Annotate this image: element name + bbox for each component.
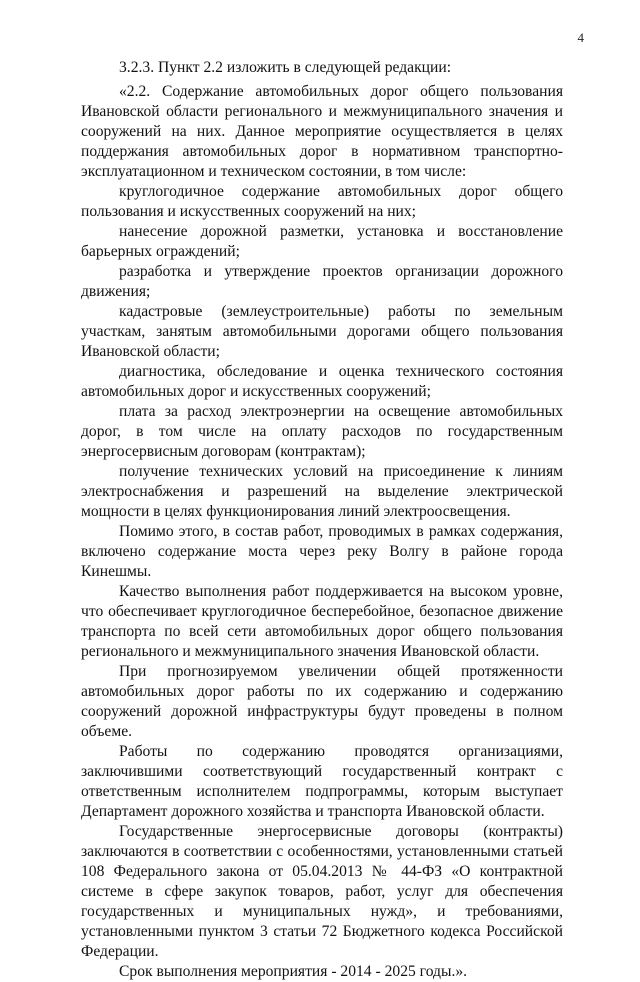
paragraph-list-item-markings: нанесение дорожной разметки, установка и восстановление барьерных ограждений; bbox=[81, 223, 563, 260]
paragraph-list-item-diagnostics: диагностика, обследование и оценка технического состояния автомобильных дорог и искусственных сооружений; bbox=[81, 363, 563, 400]
paragraph-list-item-technical-conditions: получение технических условий на присоединение к линиям электроснабжения и разрешений на выделение электрической мощности в целях функционирования линий электроосвещения. bbox=[81, 463, 563, 520]
paragraph-quality: Качество выполнения работ поддерживается на высоком уровне, что обеспечивает круглогодичное бесперебойное, безопасное движение транспорта по всей сети автомобильных дорог общего пользования регионального и межмуниципального значения Ивановской области. bbox=[81, 583, 563, 660]
paragraph-list-item-maintenance: круглогодичное содержание автомобильных дорог общего пользования и искусственных сооружений на них; bbox=[81, 183, 563, 220]
paragraph-amendment-heading: 3.2.3. Пункт 2.2 изложить в следующей редакции: bbox=[119, 59, 452, 76]
page-number: 4 bbox=[577, 30, 584, 45]
paragraph-list-item-traffic-projects: разработка и утверждение проектов организации дорожного движения; bbox=[81, 263, 563, 300]
paragraph-contractors: Работы по содержанию проводятся организациями, заключившими соответствующий государственный контракт с ответственным исполнителем подпрограммы, которым выступает Департамент дорожного хозяйства и транспорта Ивановской области. bbox=[81, 743, 563, 820]
document-body bbox=[81, 58, 563, 982]
paragraph-term: Срок выполнения мероприятия - 2014 - 2025 годы.». bbox=[119, 963, 468, 980]
paragraph-energy-contracts: Государственные энергосервисные договоры (контракты) заключаются в соответствии с особенностями, установленными статьей 108 Федерального закона от 05.04.2013 № 44-ФЗ «О контрактной системе в сфере закупок товаров, работ, услуг для обеспечения государственных и муниципальных нужд», и требованиями, установленными пунктом 3 статьи 72 Бюджетного кодекса Российской Федерации. bbox=[81, 823, 563, 960]
paragraph-2-2-intro: «2.2. Содержание автомобильных дорог общего пользования Ивановской области регионального и межмуниципального значения и сооружений на них. Данное мероприятие осуществляется в целях поддержания автомобильных дорог в нормативном транспортно-эксплуатационном и техническом состоянии, в том числе: bbox=[81, 83, 563, 180]
paragraph-list-item-cadastral: кадастровые (землеустроительные) работы по земельным участкам, занятым автомобильными дорогами общего пользования Ивановской области; bbox=[81, 303, 563, 360]
paragraph-list-item-electricity: плата за расход электроэнергии на освещение автомобильных дорог, в том числе на оплату расходов по государственным энергосервисным договорам (контрактам); bbox=[81, 403, 563, 460]
paragraph-forecast: При прогнозируемом увеличении общей протяженности автомобильных дорог работы по их содержанию и содержанию сооружений дорожной инфраструктуры будут проведены в полном объеме. bbox=[81, 663, 563, 740]
paragraph-bridge-maintenance: Помимо этого, в состав работ, проводимых в рамках содержания, включено содержание моста через реку Волгу в районе города Кинешмы. bbox=[81, 523, 563, 580]
